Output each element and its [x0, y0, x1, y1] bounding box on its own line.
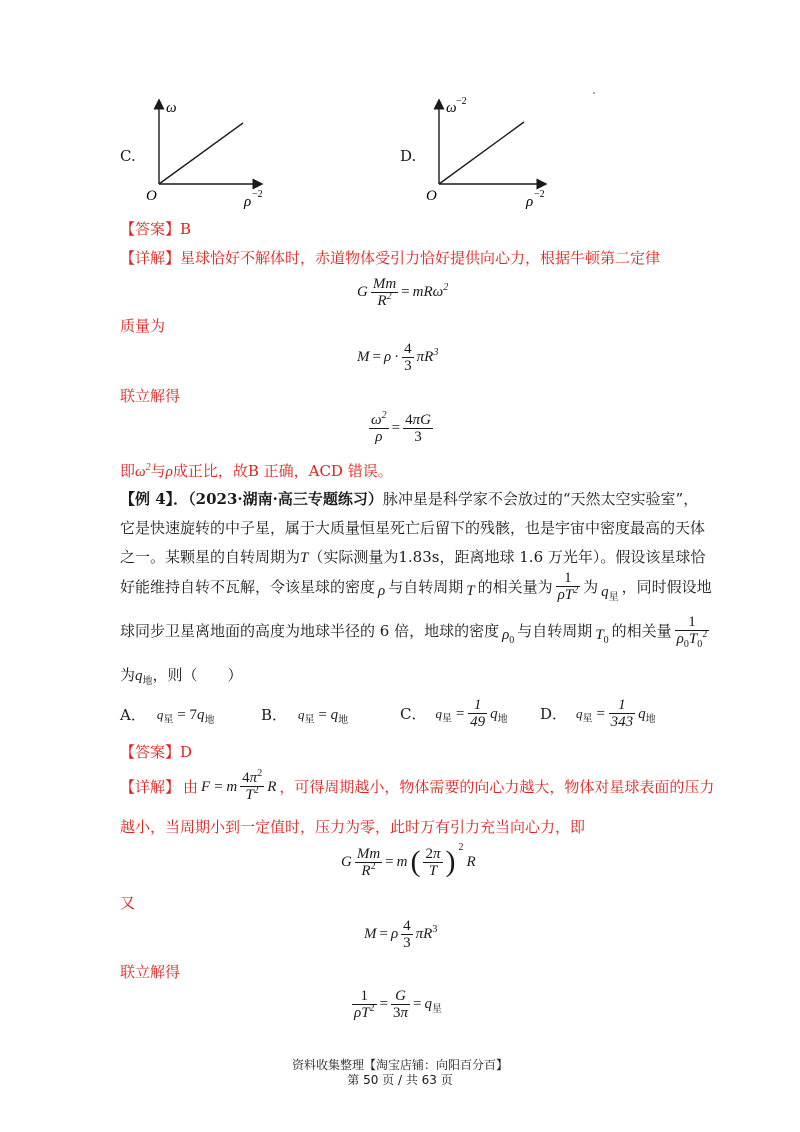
ex4-answer — [120, 742, 192, 762]
graph-d-y-label: ω — [446, 100, 457, 116]
footer-source: 资料收集整理【淘宝店铺：向阳百分百】 — [291, 1058, 508, 1072]
graph-d-origin: O — [426, 188, 437, 204]
graph-c-line — [159, 123, 243, 184]
ex3-mass-label: 质量为 — [120, 317, 166, 335]
ex4-again-label: 又 — [120, 894, 136, 912]
graph-c — [140, 96, 280, 216]
answer-value: D — [180, 743, 193, 761]
graph-c-y-label: ω — [166, 100, 177, 116]
ex4-option-d[interactable]: D． $q_星$ = $\frac{1}{343}$ $q_地$ — [540, 697, 656, 730]
ex4-option-b[interactable]: B． $q_星$ = $q_地$ — [261, 706, 349, 726]
answer-tag: 【答案】 — [120, 743, 181, 761]
option-c-label: C. — [120, 147, 136, 165]
ex4-eq-mass: M = ρ $\frac{4}{3}$ $\pi R^3$ — [364, 918, 438, 951]
period-value: 1.83s — [398, 548, 440, 566]
ex3-conclusion: 即$\omega^2$与ρ成正比，故B 正确，ACD 错误。 — [120, 462, 393, 480]
detail-text: 星球恰好不解体时，赤道物体受引力恰好提供向心力，根据牛顿第二定律 — [180, 249, 661, 267]
detail-tag: 【详解】 — [120, 249, 181, 267]
ex4-line4: 好能维持自转不瓦解，令该星球的密度 ρ 与自转周期 T 的相关量为 $\frac{1}{\rho T^2}$ 为 $q_星$ ，同时假设地 — [120, 570, 712, 603]
ex4-tag: 【例 4】． — [120, 490, 189, 508]
ex4-line2: 它是快速旋转的中子星，属于大质量恒星死亡后留下的残骸，也是宇宙中密度最高的天体 — [120, 519, 706, 537]
ex3-answer — [120, 219, 191, 239]
ex3-eq-newton: G $\frac{Mm}{R^2}$ = mRω$^2$ — [357, 276, 449, 309]
ex4-line5: 球同步卫星离地面的高度为地球半径的 6 倍，地球的密度 $\rho_0$ 与自转周期 $T_0$ 的相关量 $\frac{1}{\rho_0T_0^2}$ — [120, 614, 708, 650]
ex4-line6: 为$q_地$，则（ ） — [120, 666, 243, 687]
ex4-line1: 【例 4】．（2023·湖南·高三专题练习）脉冲星是科学家不会放过的“天然太空实验室”， — [120, 490, 699, 508]
ex3-combine-label: 联立解得 — [120, 387, 181, 405]
ex4-source: （2023·湖南·高三专题练习） — [188, 490, 383, 508]
speck — [593, 92, 595, 94]
ex4-detail: 【详解】 由 F = m $\frac{4\pi^2}{T^2}$ R ，可得周期越小，物体需要的向心力越大，物体对星球表面的压力 — [120, 768, 715, 803]
graph-d — [420, 96, 560, 216]
graph-d-y-exp: −2 — [456, 96, 467, 107]
ex3-eq-result: $\frac{\omega^2}{\rho}$ = $\frac{4\pi G}{3}$ — [371, 410, 431, 445]
ex4-combine-label: 联立解得 — [120, 963, 181, 981]
graph-d-line — [439, 122, 524, 184]
answer-tag: 【答案】 — [120, 220, 181, 238]
graph-c-x-label: ρ — [244, 194, 252, 210]
option-d-label: D. — [400, 147, 417, 165]
ex4-eq-centripetal: G $\frac{Mm}{R^2}$ = m ( $\frac{2\pi}{T}$ ) $^2$ R — [341, 842, 476, 879]
graph-d-x-label: ρ — [526, 194, 534, 210]
graph-c-x-exp: −2 — [252, 189, 263, 200]
ex4-option-a[interactable]: A． $q_星$ = $7q_地$ — [120, 706, 215, 726]
graph-c-origin: O — [146, 188, 157, 204]
ex3-eq-mass: M = ρ · $\frac{4}{3}$ $\pi R^3$ — [357, 341, 439, 374]
ex3-detail — [120, 248, 660, 268]
ex4-detail-line2: 越小，当周期小到一定值时，压力为零，此时万有引力充当向心力，即 — [120, 818, 586, 836]
graph-d-x-exp: −2 — [534, 189, 545, 200]
ex4-eq-result: $\frac{1}{\rho T^2}$ = $\frac{G}{3\pi}$ = $q_星$ — [354, 988, 442, 1021]
ex4-line3: 之一。某颗星的自转周期为T（实际测量为1.83s，距离地球 1.6 万光年）。假设该星球恰 — [120, 548, 706, 566]
answer-value: B — [180, 220, 192, 238]
footer-page-number: 第 50 页 / 共 63 页 — [347, 1073, 453, 1087]
ex4-option-c[interactable]: C． $q_星$ = $\frac{1}{49}$ $q_地$ — [400, 697, 508, 730]
